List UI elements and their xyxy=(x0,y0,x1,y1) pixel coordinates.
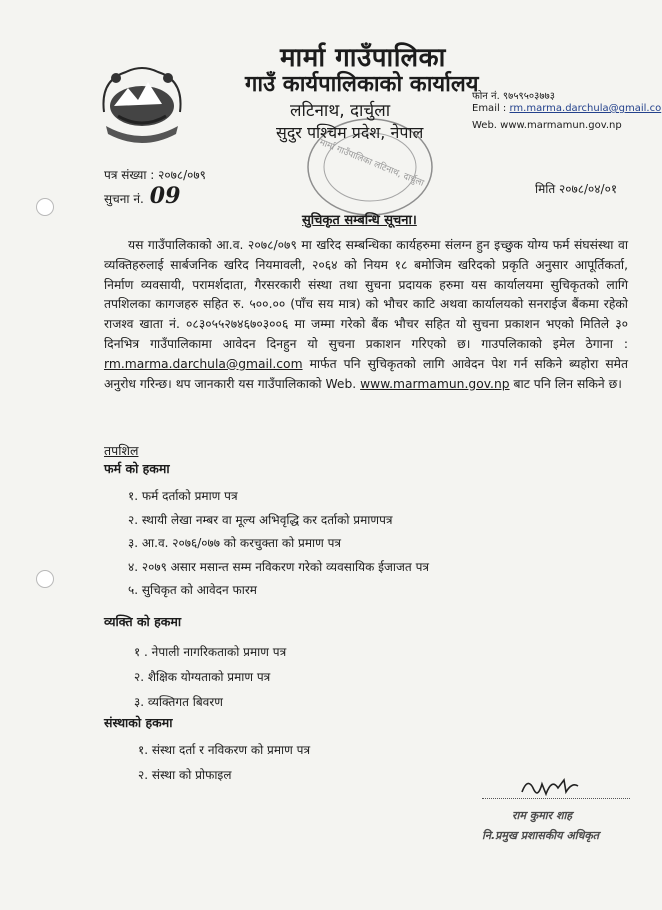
header-email-link[interactable]: rm.marma.darchula@gmail.co xyxy=(509,103,662,114)
handwritten-signature xyxy=(518,772,584,800)
notice-body xyxy=(104,236,628,394)
web-line xyxy=(472,120,622,131)
signature-line xyxy=(482,798,630,799)
list-item: १. संस्था दर्ता र नविकरण को प्रमाण पत्र xyxy=(138,743,311,757)
signatory-designation: नि.प्रमुख प्रशासकीय अधिकृत xyxy=(482,829,600,842)
email-line xyxy=(472,103,661,114)
phone-number: फोन नं. ९७५९५०३७७३ xyxy=(472,91,555,102)
body-part-3: बाट पनि लिन सकिने छ। xyxy=(513,376,622,391)
punch-hole-top xyxy=(36,198,54,216)
stamp-text: मार्मा गाउँपालिका लटिनाथ, दार्चुला xyxy=(317,137,426,189)
list-item: १. फर्म दर्ताको प्रमाण पत्र xyxy=(128,489,238,503)
list-item: २. शैक्षिक योग्यताको प्रमाण पत्र xyxy=(134,670,271,684)
email-label: Email : xyxy=(472,103,507,114)
office-name: गाउँ कार्यपालिकाको कार्यालय xyxy=(245,72,479,97)
address-line: लटिनाथ, दार्चुला xyxy=(290,101,391,121)
list-item: १ . नेपाली नागरिकताको प्रमाण पत्र xyxy=(134,645,287,659)
municipality-name: मार्मा गाउँपालिका xyxy=(280,43,446,73)
reference-number: पत्र संख्या : २०७८/०७९ xyxy=(104,168,206,182)
notice-number-line xyxy=(104,183,180,209)
notice-label: सुचना नं. xyxy=(104,192,144,206)
list-item: ४. २०७९ असार मसान्त सम्म नविकरण गरेको व्यवसायिक ईजाजत पत्र xyxy=(128,559,430,574)
header-web-link[interactable]: www.marmamun.gov.np xyxy=(500,120,622,131)
list-item: २. स्थायी लेखा नम्बर वा मूल्य अभिवृद्धि कर दर्ताको प्रमाणपत्र xyxy=(128,512,393,527)
notice-number: 09 xyxy=(149,183,181,209)
body-email-link[interactable]: rm.marma.darchula@gmail.com xyxy=(104,356,303,371)
details-heading: तपशिल xyxy=(104,443,139,458)
notice-subject: सुचिकृत सम्बन्धि सूचना। xyxy=(302,213,417,228)
list-item: ३. आ.व. २०७६/०७७ को करचुक्ता को प्रमाण पत्र xyxy=(128,536,342,550)
svg-text:मार्मा गाउँपालिका लटिनाथ, दार् xyxy=(318,136,427,189)
list-item: ५. सुचिकृत को आवेदन फारम xyxy=(128,583,257,597)
province-line: सुदुर पश्चिम प्रदेश, नेपाल xyxy=(276,123,424,142)
organization-section-title: संस्थाको हकमा xyxy=(104,715,173,730)
list-item: ३. व्यक्तिगत बिवरण xyxy=(134,695,223,709)
notice-date: मिति २०७८/०४/०१ xyxy=(535,182,618,196)
body-part-2: मार्फत पनि सुचिकृतको लागि आवेदन पेश गर्न सकिने ब्यहोरा समेत अनुरोध गरिन्छ। थप जानकारी यस गाउँपालिकाको Web. xyxy=(104,356,628,391)
individual-requirements-list xyxy=(134,640,286,715)
firm-section-title: फर्म को हकमा xyxy=(104,461,170,476)
organization-requirements-list xyxy=(138,738,310,788)
list-item: २. संस्था को प्रोफाइल xyxy=(138,768,232,782)
signatory-name: राम कुमार शाह xyxy=(512,809,573,822)
body-web-link[interactable]: www.marmamun.gov.np xyxy=(360,376,510,391)
nepal-emblem xyxy=(96,60,188,144)
punch-hole-bottom xyxy=(36,570,54,588)
individual-section-title: व्यक्ति को हकमा xyxy=(104,614,182,629)
body-part-1: यस गाउँपालिकाको आ.व. २०७८/०७९ मा खरिद सम्बन्धिका कार्यहरुमा संलग्न हुन इच्छुक योग्य फर्म संघसंस्था वा व्यक्तिहरुलाई सार्बजनिक खरिद नियमावली, २०६४ को नियम १८ बमोजिम खरिदको प्रकृति अनुसार आपूर्तिकर्ता, निर्माण व्यवसायी, परामर्शदाता, गैरसरकारी संस्था तथा सुचना प्रदायक हरुमा यस कार्यालयमा सुचिकृतको लागि तपशिलका कागजहरु सहित रु. ५००.०० (पाँच सय मात्र) को भौचर काटि अथवा कार्यालयको सनराईज बैंकमा रहेको राजश्व खाता नं. ०८३०५५२७४६७०३००६ मा जम्मा गरेको बैंक भौचर सहित यो सुचना प्रकाशन भएको मितिले ३० दिनभित्र गाउँपालिकामा आवेदन दिनहुन यो सुचना प्रकाशन गरिएको छ। गाउपलिकाको इमेल ठेगाना : xyxy=(104,238,628,351)
web-label: Web. xyxy=(472,120,497,131)
firm-requirements-list xyxy=(128,485,429,603)
